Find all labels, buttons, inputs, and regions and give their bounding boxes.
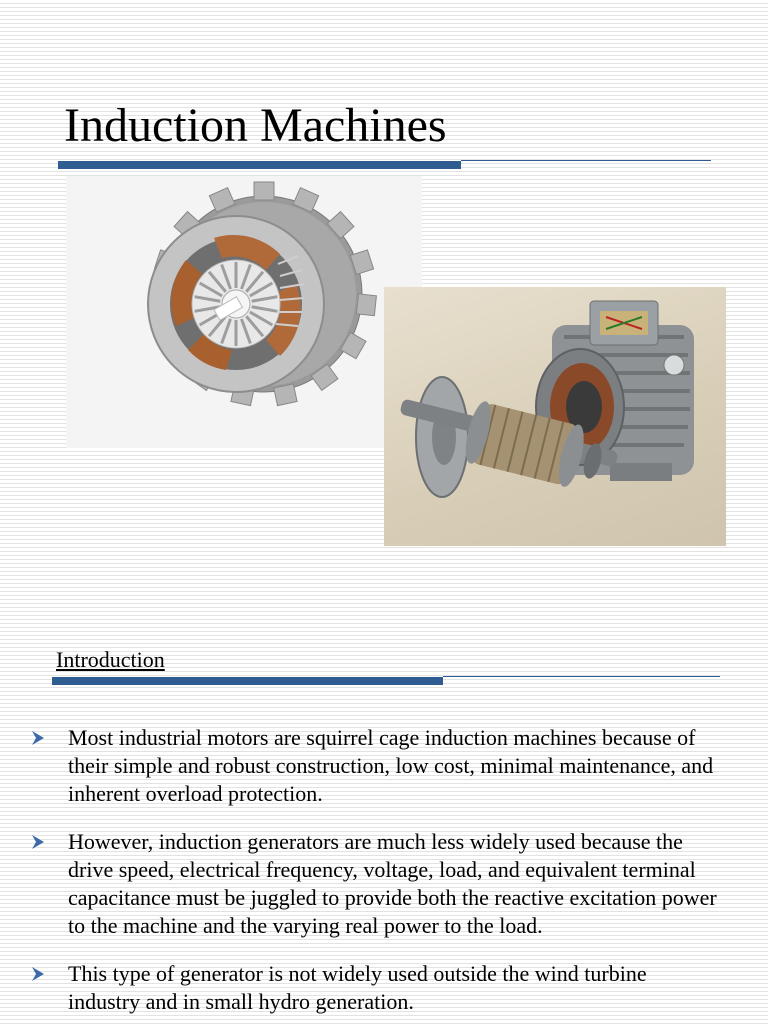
arrow-bullet-icon [30,730,46,746]
bullet-text: However, induction generators are much less widely used because the drive speed, electrical frequency, voltage, load, and equivalent terminal capacitance must be juggled to provide both the reactive excitation power to the machine and the varying real power to the load. [68,829,717,938]
motor-disassembled-photo [384,287,726,546]
bullet-list [30,724,720,1024]
title-rule-thin [461,160,711,161]
bullet-item [30,960,720,1016]
slide-introduction [0,600,768,1024]
bullet-text: This type of generator is not widely used outside the wind turbine industry and in small hydro generation. [68,961,647,1014]
slide-title: Induction Machines [64,99,447,152]
section-rule-thick [52,677,443,685]
section-rule-thin [443,676,720,677]
bullet-item [30,828,720,940]
stator-illustration [66,176,422,448]
bullet-text: Most industrial motors are squirrel cage induction machines because of their simple and robust construction, low cost, minimal maintenance, and inherent overload protection. [68,725,714,806]
arrow-bullet-icon [30,834,46,850]
arrow-bullet-icon [30,966,46,982]
title-rule-thick [58,161,461,169]
bullet-item [30,724,720,808]
section-title: Introduction [56,647,165,672]
